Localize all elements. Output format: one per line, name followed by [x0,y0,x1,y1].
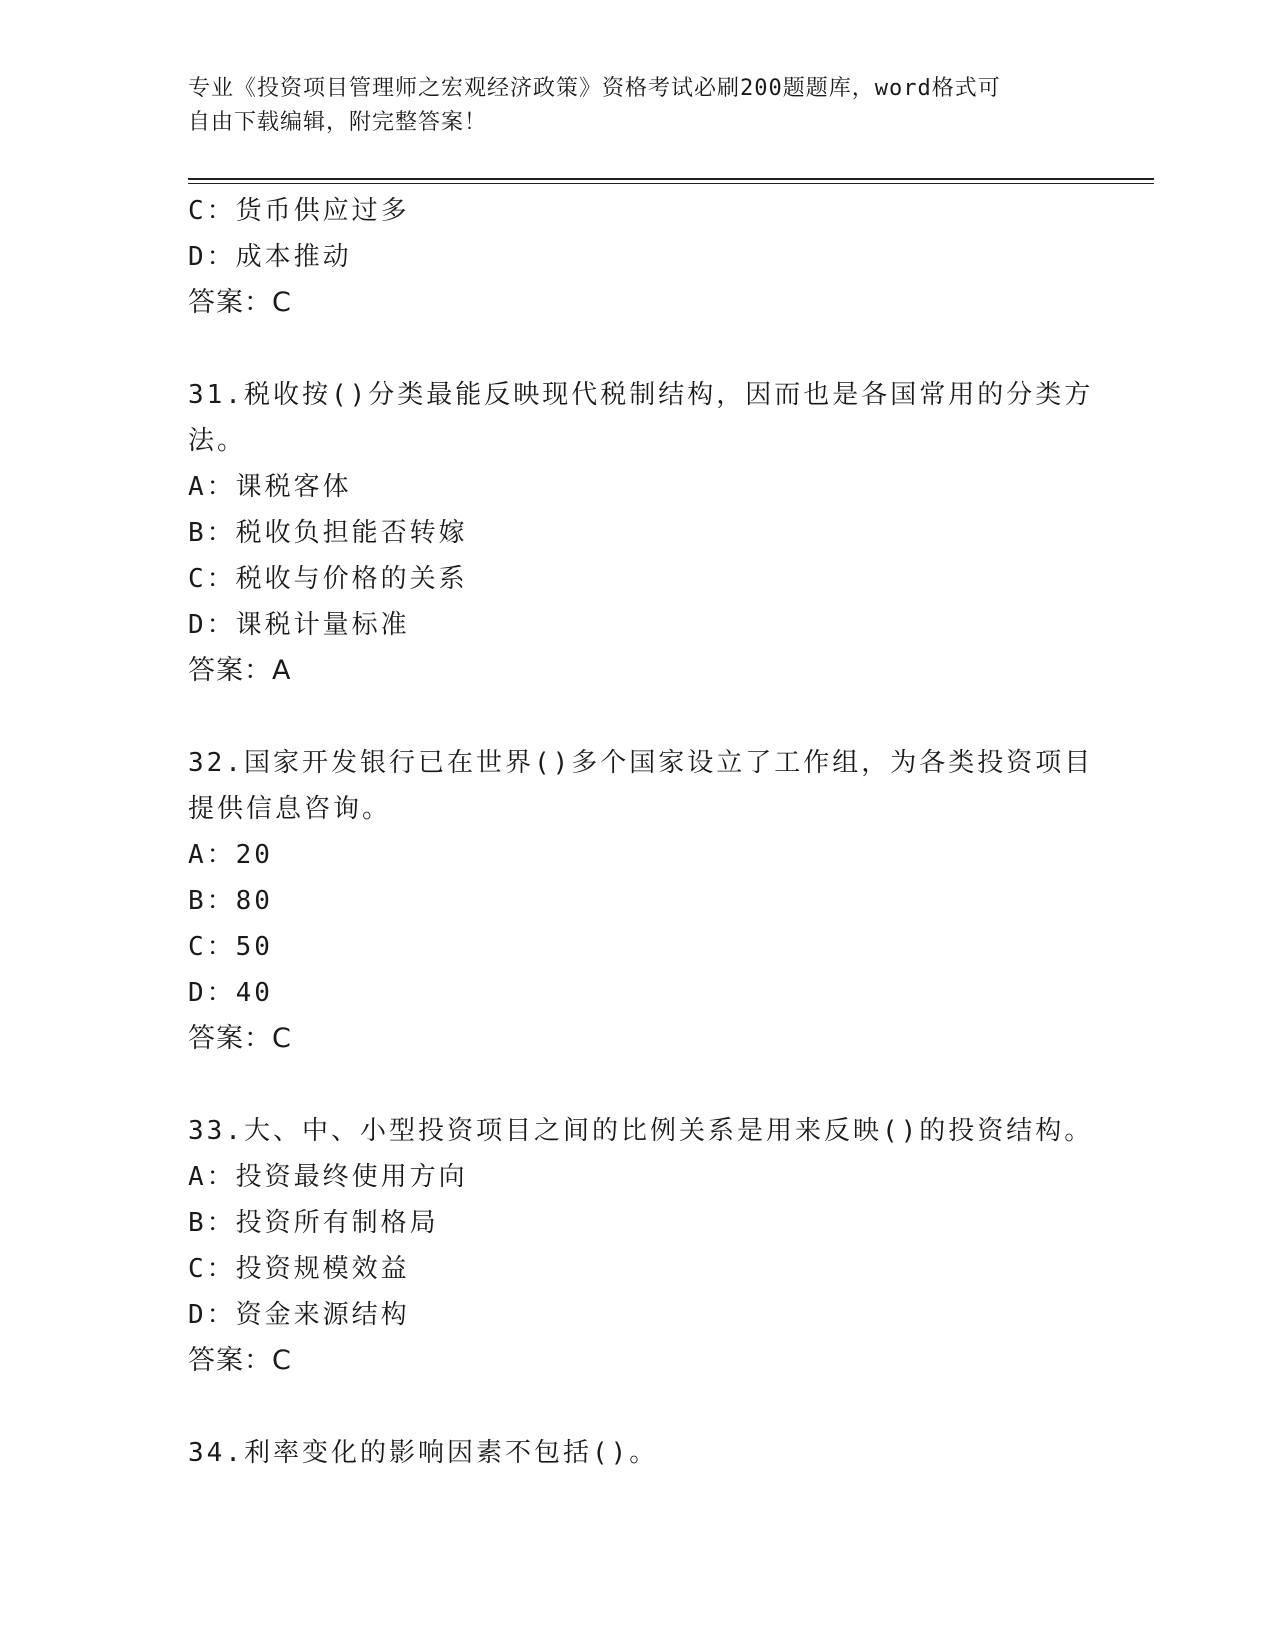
option-c: C：货币供应过多 [188,196,410,226]
question-stem-cont: 法。 [188,426,247,456]
header-line-2: 自由下载编辑，附完整答案！ [188,110,488,135]
question-stem: 32.国家开发银行已在世界()多个国家设立了工作组，为各类投资项目 [188,748,1094,778]
option-a: A：课税客体 [188,472,352,502]
option-b: B：投资所有制格局 [188,1208,439,1238]
option-a: A：投资最终使用方向 [188,1162,468,1192]
question-32 [188,740,1094,1062]
option-d: D：资金来源结构 [188,1300,410,1330]
option-a: A：20 [188,840,273,870]
answer: 答案：C [188,1023,292,1054]
question-31 [188,372,1094,694]
answer: 答案：C [188,1345,292,1376]
option-d: D：课税计量标准 [188,610,410,640]
question-34 [188,1430,1088,1476]
option-b: B：税收负担能否转嫁 [188,518,468,548]
option-d: D：成本推动 [188,242,352,272]
header-divider-thin [188,183,1154,184]
header-divider [188,178,1154,180]
question-stem: 34.利率变化的影响因素不包括()。 [188,1438,659,1468]
document-header [188,72,1088,140]
answer: 答案：A [188,655,292,686]
header-line-1: 专业《投资项目管理师之宏观经济政策》资格考试必刷200题题库，word格式可 [188,76,1001,101]
option-c: C：投资规模效益 [188,1254,410,1284]
option-b: B：80 [188,886,273,916]
option-c: C：50 [188,932,273,962]
question-30-tail [188,188,1088,326]
question-stem-cont: 提供信息咨询。 [188,794,392,824]
option-d: D：40 [188,978,273,1008]
question-stem: 31.税收按()分类最能反映现代税制结构，因而也是各国常用的分类方 [188,380,1094,410]
question-list [188,188,1094,1476]
answer: 答案：C [188,287,292,318]
option-c: C：税收与价格的关系 [188,564,468,594]
question-stem: 33.大、中、小型投资项目之间的比例关系是用来反映()的投资结构。 [188,1116,1094,1146]
question-33 [188,1108,1094,1384]
